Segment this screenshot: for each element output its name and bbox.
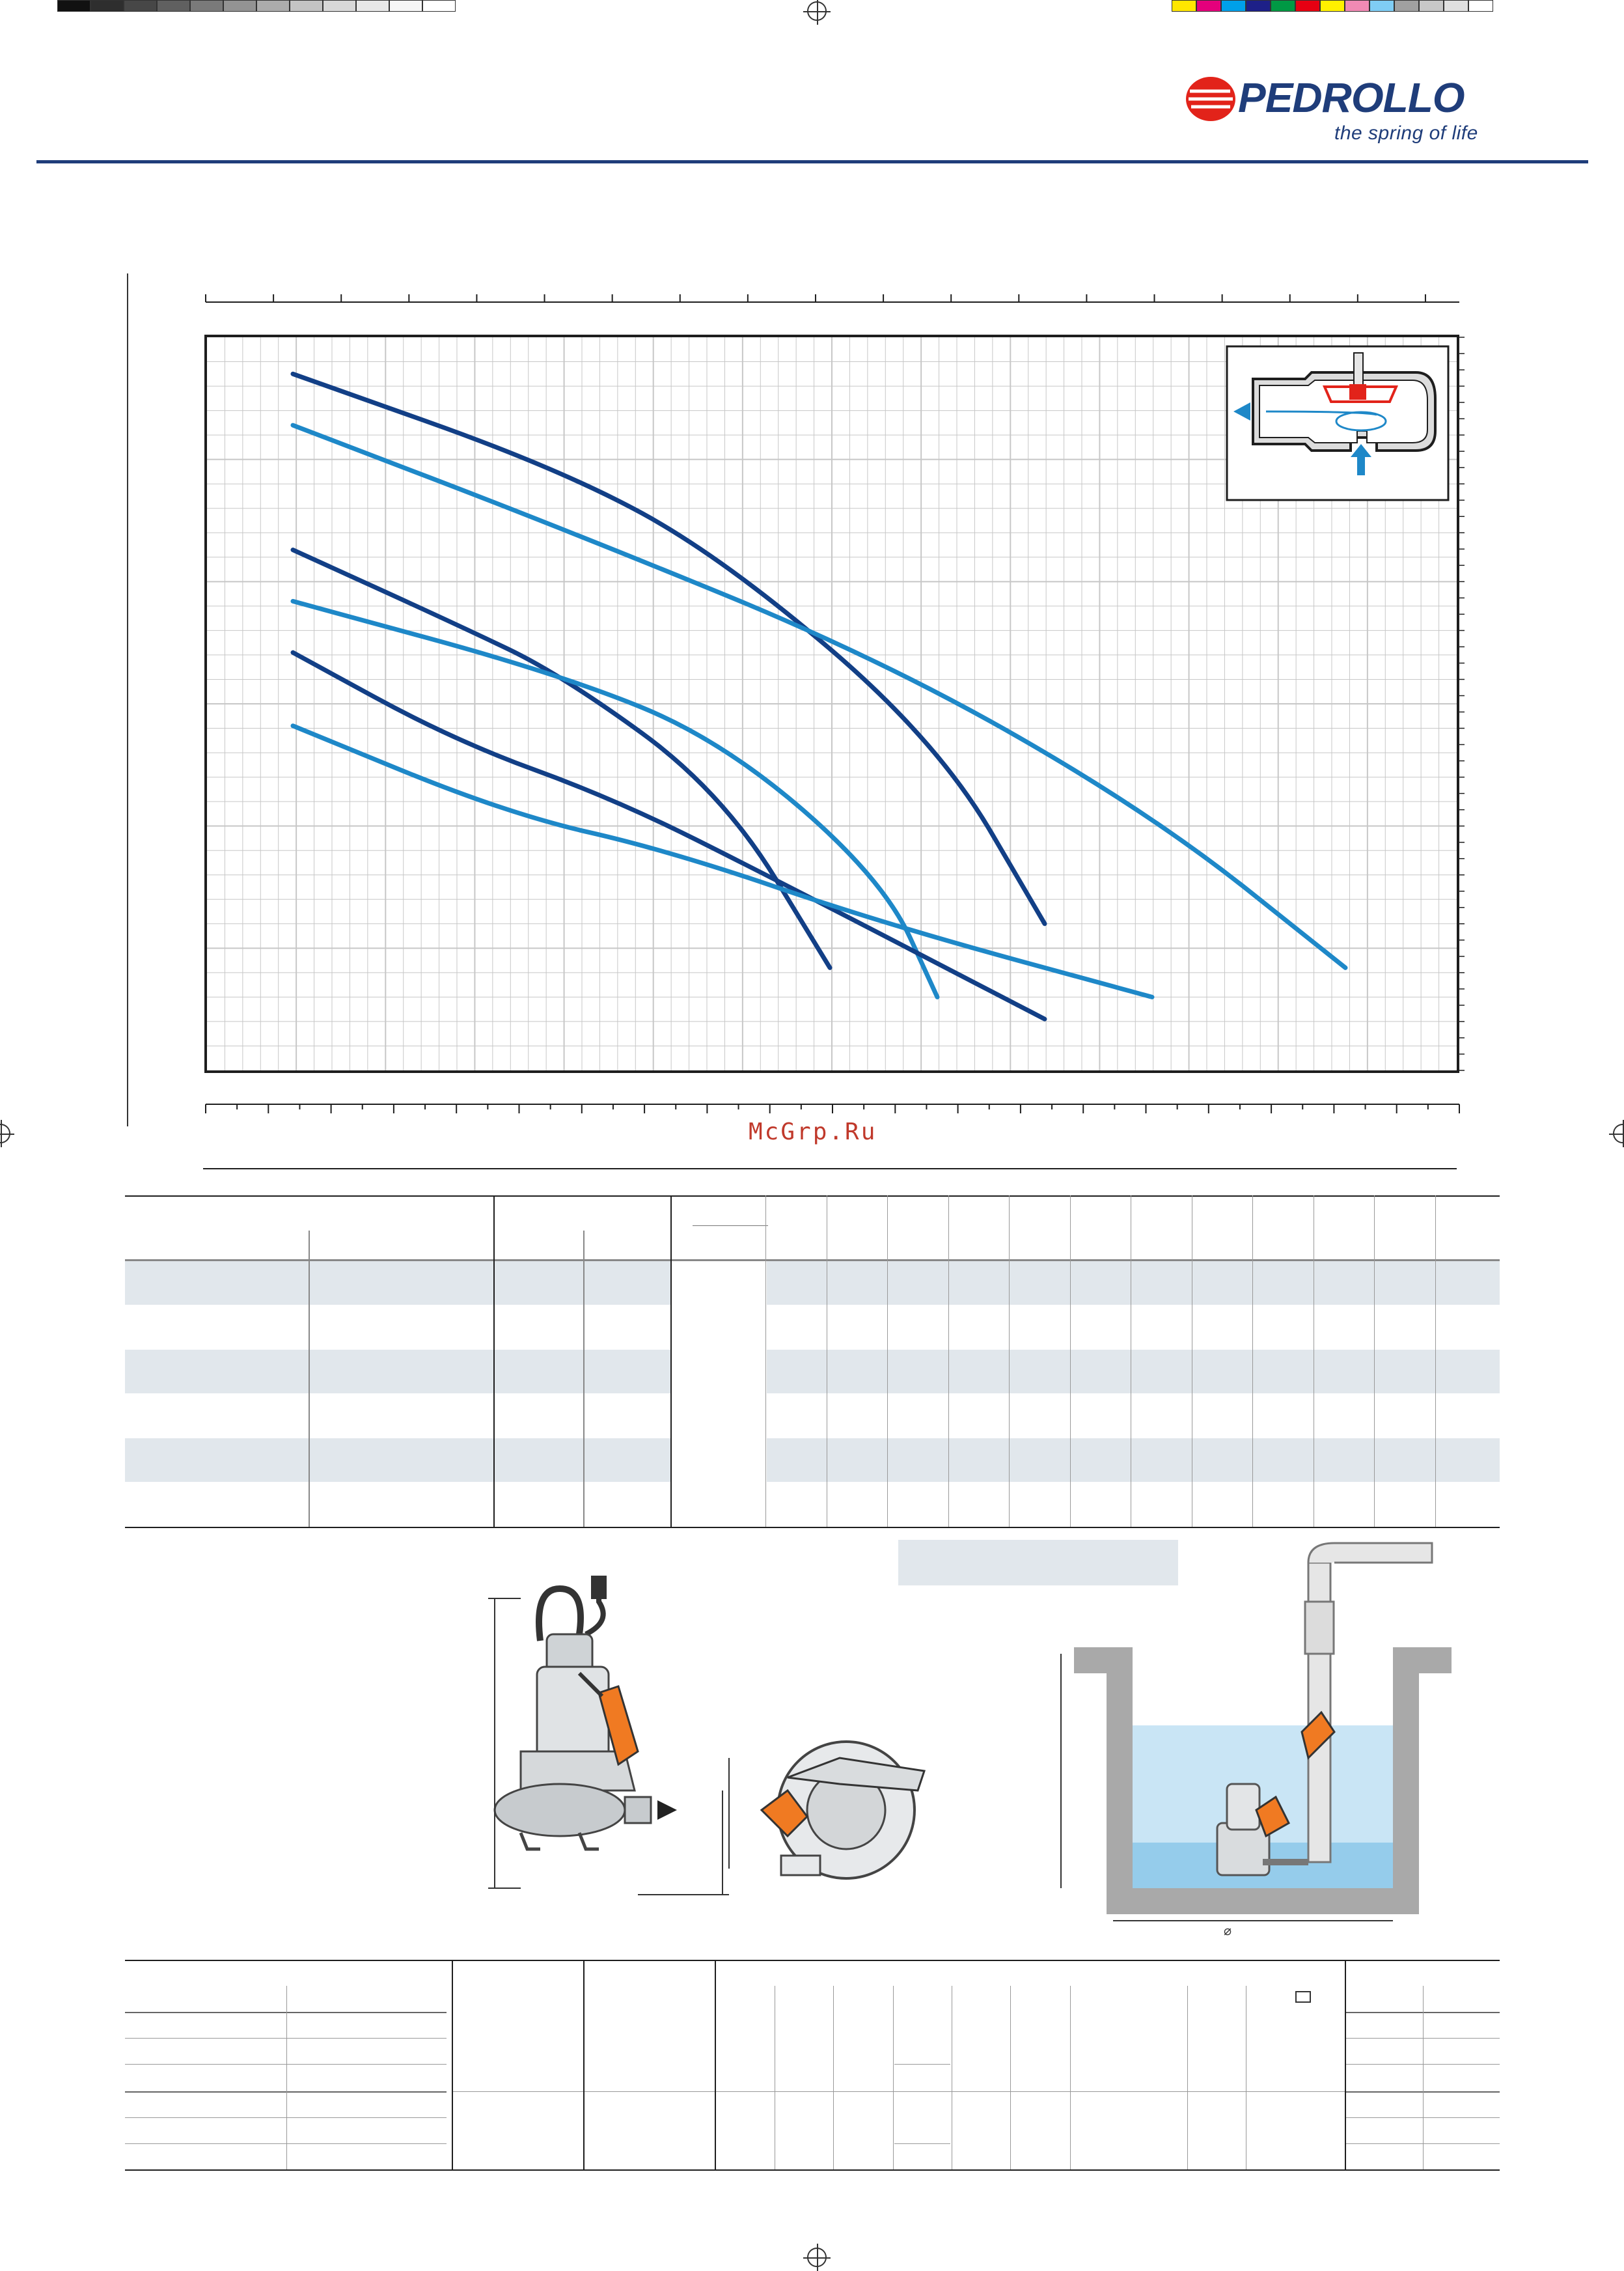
diameter-header-icon — [1295, 1991, 1311, 2003]
impeller-diagram — [1227, 346, 1448, 500]
brand-tagline: the spring of life — [1334, 122, 1478, 144]
left-margin-line — [127, 273, 128, 1126]
color-bar — [1172, 0, 1574, 12]
table-col-divider — [765, 1195, 766, 1527]
brand-name: PEDROLLO — [1238, 74, 1465, 121]
grayscale-bar — [57, 0, 456, 12]
registration-mark-top — [807, 1, 827, 21]
pedrollo-logo-icon — [1185, 72, 1497, 130]
header-rule — [36, 160, 1588, 163]
table-col-divider — [1435, 1195, 1436, 1527]
watermark: McGrp.Ru — [749, 1119, 877, 1145]
top-axis — [206, 294, 1459, 302]
registration-mark-bottom — [807, 2248, 827, 2267]
diameter-symbol-icon: ⌀ — [1224, 1923, 1232, 1938]
registration-mark-left — [0, 1124, 10, 1143]
pump-dimension-drawing — [482, 1576, 937, 1914]
table-col-divider — [1252, 1195, 1253, 1527]
performance-chart — [195, 280, 1465, 1146]
table-col-divider — [948, 1195, 949, 1527]
chart-bottom-rule — [203, 1168, 1457, 1169]
table-col-divider — [1374, 1195, 1375, 1527]
registration-mark-right — [1613, 1124, 1624, 1143]
installation-drawing — [1048, 1537, 1452, 1953]
table-col-divider — [1070, 1195, 1071, 1527]
table-col-divider — [887, 1195, 888, 1527]
table-col-divider — [1009, 1195, 1010, 1527]
bottom-axis — [206, 1104, 1459, 1113]
brand-logo — [1185, 72, 1497, 130]
